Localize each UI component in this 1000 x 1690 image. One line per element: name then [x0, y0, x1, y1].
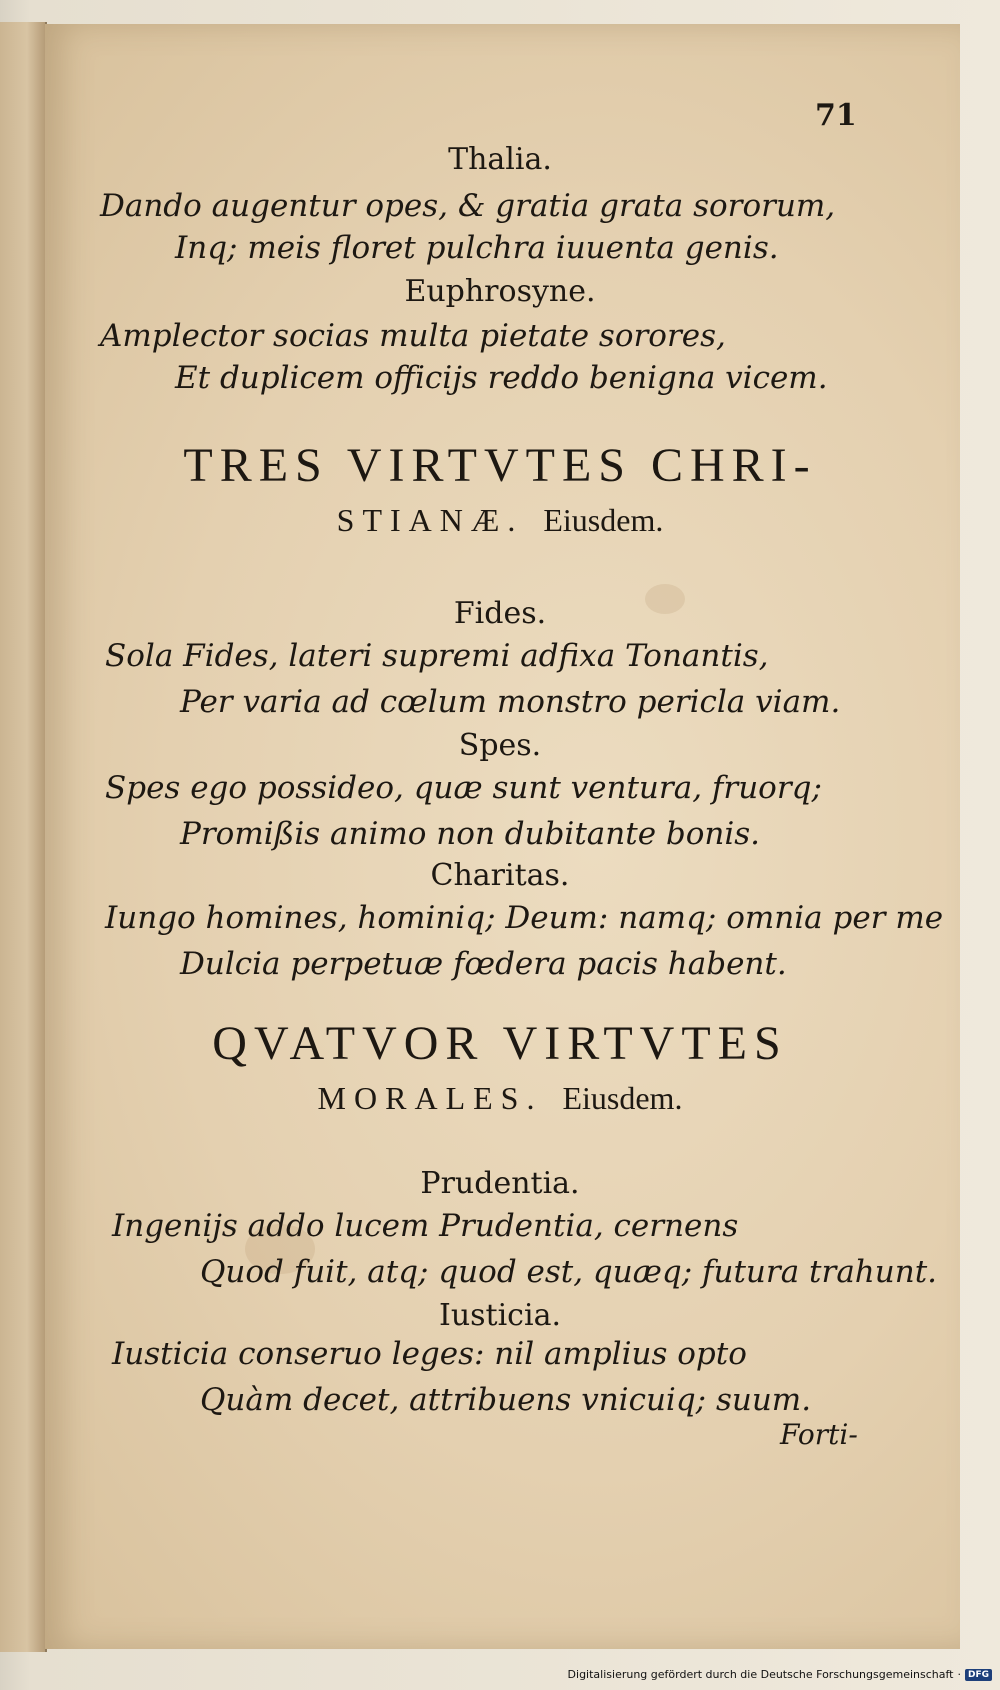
subtitle-caps: MORALES.: [317, 1080, 543, 1116]
verse-line: Dando augentur opes, & gratia grata sororum,: [100, 188, 836, 224]
verse-line: Dulcia perpetuæ fœdera pacis habent.: [180, 946, 787, 982]
heading-thalia: Thalia.: [448, 142, 552, 177]
verse-line: Per varia ad cœlum monstro pericla viam.: [180, 684, 841, 720]
section-title: TRES VIRTVTES CHRI-: [183, 439, 817, 492]
catchword: Forti-: [780, 1418, 858, 1451]
subtitle-attribution: Eiusdem.: [562, 1080, 683, 1116]
verse-line: Quod fuit, atq; quod est, quæq; futura trahunt.: [200, 1254, 938, 1290]
verse-line: Inq; meis floret pulchra iuuenta genis.: [175, 230, 779, 266]
subtitle-attribution: Eiusdem.: [543, 502, 664, 538]
verse-line: Iungo homines, hominiq; Deum: namq; omnia per me: [105, 900, 944, 936]
section-subtitle: [0, 1080, 1000, 1117]
heading-spes: Spes.: [458, 728, 542, 763]
section-subtitle: [0, 502, 1000, 539]
heading-charitas: Charitas.: [430, 858, 570, 893]
verse-line: Ingenijs addo lucem Prudentia, cernens: [112, 1208, 739, 1244]
page-number: 71: [815, 98, 857, 133]
verse-line: Iusticia conseruo leges: nil amplius opto: [112, 1336, 747, 1372]
verse-line: Amplector socias multa pietate sorores,: [100, 318, 726, 354]
heading-fides: Fides.: [453, 596, 547, 631]
section-title: QVATVOR VIRTVTES: [212, 1017, 788, 1070]
dfg-logo-icon: DFG: [965, 1669, 992, 1681]
heading-euphrosyne: Euphrosyne.: [404, 274, 596, 309]
verse-line: Sola Fides, lateri supremi adfixa Tonantis,: [105, 638, 769, 674]
verse-line: Spes ego possideo, quæ sunt ventura, fruorq;: [105, 770, 822, 806]
digitization-credit: Digitalisierung gefördert durch die Deutsche Forschungsgemeinschaft · DFG: [568, 1668, 992, 1681]
credit-text: Digitalisierung gefördert durch die Deutsche Forschungsgemeinschaft: [567, 1668, 954, 1681]
heading-prudentia: Prudentia.: [420, 1166, 580, 1201]
verse-line: Et duplicem officijs reddo benigna vicem.: [175, 360, 828, 396]
subtitle-caps: STIANÆ.: [336, 502, 524, 538]
verse-line: Promißis animo non dubitante bonis.: [180, 816, 761, 852]
verse-line: Quàm decet, attribuens vnicuiq; suum.: [200, 1382, 812, 1418]
heading-iusticia: Iusticia.: [438, 1298, 562, 1333]
